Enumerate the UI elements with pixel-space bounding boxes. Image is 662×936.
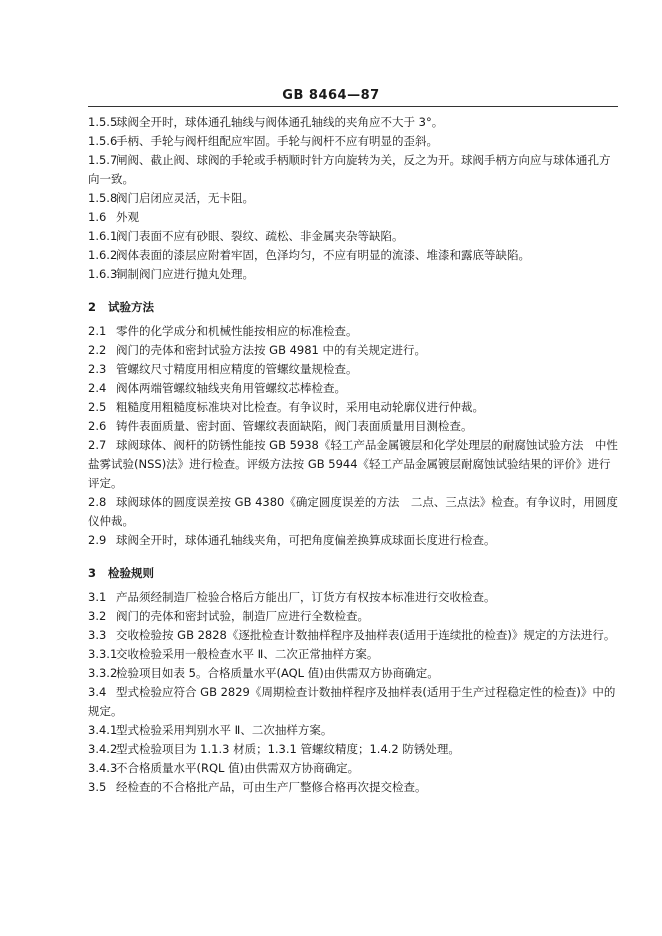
clause-3-4 bbox=[88, 683, 618, 721]
clause-text: 铸件表面质量、密封面、管螺纹表面缺陷，阀门表面质量用目测检查。 bbox=[116, 419, 473, 433]
clause-text: 球阀全开时，球体通孔轴线与阀体通孔轴线的夹角应不大于 3°。 bbox=[116, 115, 444, 129]
clause-2-1 bbox=[88, 322, 618, 341]
clause-text: 阀体两端管螺纹轴线夹角用管螺纹芯棒检查。 bbox=[116, 381, 346, 395]
header-divider bbox=[88, 106, 618, 107]
clause-text: 交收检验按 GB 2828《逐批检查计数抽样程序及抽样表(适用于连续批的检查)》规定的方法进行。 bbox=[116, 628, 616, 642]
clause-text: 经检查的不合格批产品，可由生产厂整修合格再次提交检查。 bbox=[116, 780, 427, 794]
clause-2-6 bbox=[88, 417, 618, 436]
section-title: 检验规则 bbox=[108, 566, 154, 580]
clause-number: 2.8 bbox=[88, 495, 107, 509]
clause-number: 1.6.1 bbox=[88, 229, 118, 243]
clause-text: 零件的化学成分和机械性能按相应的标准检查。 bbox=[116, 324, 358, 338]
clause-number: 2.5 bbox=[88, 400, 107, 414]
clause-text: 型式检验采用判别水平 Ⅱ、二次抽样方案。 bbox=[116, 723, 333, 737]
document-body bbox=[88, 113, 618, 797]
clause-number: 2.1 bbox=[88, 324, 107, 338]
clause-text: 交收检验采用一般检查水平 Ⅱ、二次正常抽样方案。 bbox=[116, 647, 379, 661]
clause-number: 1.6 bbox=[88, 210, 107, 224]
clause-number: 2.6 bbox=[88, 419, 107, 433]
clause-text: 阀门表面不应有砂眼、裂纹、疏松、非金属夹杂等缺陷。 bbox=[116, 229, 404, 243]
clause-text: 不合格质量水平(RQL 值)由供需双方协商确定。 bbox=[116, 761, 360, 775]
clause-number: 3.1 bbox=[88, 590, 107, 604]
clause-number: 3.3.2 bbox=[88, 666, 118, 680]
clause-number: 3.3 bbox=[88, 628, 107, 642]
clause-number: 3.4 bbox=[88, 685, 107, 699]
section-heading-inspection-rules bbox=[88, 564, 618, 583]
clause-number: 2.3 bbox=[88, 362, 107, 376]
clause-text: 阀门的壳体和密封试验，制造厂应进行全数检查。 bbox=[116, 609, 369, 623]
clause-2-5 bbox=[88, 398, 618, 417]
clause-number: 2.2 bbox=[88, 343, 107, 357]
page-header-title: GB 8464—87 bbox=[282, 88, 380, 103]
clause-3-3-1 bbox=[88, 645, 618, 664]
section-number: 2 bbox=[88, 300, 97, 314]
clause-number: 3.4.2 bbox=[88, 742, 118, 756]
clause-number: 3.4.3 bbox=[88, 761, 118, 775]
clause-2-3 bbox=[88, 360, 618, 379]
clause-text: 型式检验应符合 GB 2829《周期检查计数抽样程序及抽样表(适用于生产过程稳定性的检查)》中的规定。 bbox=[88, 685, 616, 718]
clause-1-6-1 bbox=[88, 227, 618, 246]
clause-text: 闸阀、截止阀、球阀的手轮或手柄顺时针方向旋转为关，反之为开。球阀手柄方向应与球体通孔方向一致。 bbox=[88, 153, 611, 186]
clause-3-4-2 bbox=[88, 740, 618, 759]
clause-number: 3.3.1 bbox=[88, 647, 118, 661]
clause-number: 3.2 bbox=[88, 609, 107, 623]
clause-number: 1.6.3 bbox=[88, 267, 118, 281]
clause-2-2 bbox=[88, 341, 618, 360]
clause-2-8 bbox=[88, 493, 618, 531]
clause-2-4 bbox=[88, 379, 618, 398]
clause-3-5 bbox=[88, 778, 618, 797]
clause-text: 阀门的壳体和密封试验方法按 GB 4981 中的有关规定进行。 bbox=[116, 343, 427, 357]
clause-2-9 bbox=[88, 531, 618, 550]
clause-text: 手柄、手轮与阀杆组配应牢固。手轮与阀杆不应有明显的歪斜。 bbox=[116, 134, 438, 148]
clause-3-4-1 bbox=[88, 721, 618, 740]
section-heading-test-methods bbox=[88, 298, 618, 317]
clause-number: 1.5.7 bbox=[88, 153, 118, 167]
clause-text: 外观 bbox=[116, 210, 139, 224]
clause-number: 1.5.6 bbox=[88, 134, 118, 148]
clause-3-3 bbox=[88, 626, 618, 645]
clause-text: 粗糙度用粗糙度标准块对比检查。有争议时，采用电动轮廓仪进行仲裁。 bbox=[116, 400, 484, 414]
clause-number: 1.6.2 bbox=[88, 248, 118, 262]
clause-number: 1.5.5 bbox=[88, 115, 118, 129]
clause-number: 3.4.1 bbox=[88, 723, 118, 737]
clause-1-6-3 bbox=[88, 265, 618, 284]
section-number: 3 bbox=[88, 566, 97, 580]
clause-text: 产品须经制造厂检验合格后方能出厂，订货方有权按本标准进行交收检查。 bbox=[116, 590, 496, 604]
clause-number: 3.5 bbox=[88, 780, 107, 794]
clause-text: 球阀全开时，球体通孔轴线夹角，可把角度偏差换算成球面长度进行检查。 bbox=[116, 533, 496, 547]
clause-text: 型式检验项目为 1.1.3 材质；1.3.1 管螺纹精度；1.4.2 防锈处理。 bbox=[116, 742, 460, 756]
clause-3-1 bbox=[88, 588, 618, 607]
clause-text: 阀门启闭应灵活，无卡阻。 bbox=[116, 191, 254, 205]
clause-number: 2.7 bbox=[88, 438, 107, 452]
section-title: 试验方法 bbox=[108, 300, 154, 314]
clause-1-6-2 bbox=[88, 246, 618, 265]
clause-text: 球阀球体的圆度误差按 GB 4380《确定圆度误差的方法 二点、三点法》检查。有争议时，用圆度仪仲裁。 bbox=[88, 495, 618, 528]
clause-3-3-2 bbox=[88, 664, 618, 683]
clause-1-5-7 bbox=[88, 151, 618, 189]
clause-text: 球阀球体、阀杆的防锈性能按 GB 5938《轻工产品金属镀层和化学处理层的耐腐蚀试验方法 中性盐雾试验(NSS)法》进行检查。评级方法按 GB 5944《轻工产品金属镀层耐腐蚀试验结果的评价》进行评定。 bbox=[88, 438, 618, 490]
clause-1-5-6 bbox=[88, 132, 618, 151]
clause-3-4-3 bbox=[88, 759, 618, 778]
clause-number: 2.4 bbox=[88, 381, 107, 395]
clause-text: 阀体表面的漆层应附着牢固，色泽均匀，不应有明显的流漆、堆漆和露底等缺陷。 bbox=[116, 248, 530, 262]
clause-1-6 bbox=[88, 208, 618, 227]
clause-3-2 bbox=[88, 607, 618, 626]
clause-number: 1.5.8 bbox=[88, 191, 118, 205]
clause-text: 铜制阀门应进行抛丸处理。 bbox=[116, 267, 254, 281]
clause-number: 2.9 bbox=[88, 533, 107, 547]
clause-1-5-8 bbox=[88, 189, 618, 208]
clause-text: 管螺纹尺寸精度用相应精度的管螺纹量规检查。 bbox=[116, 362, 358, 376]
clause-2-7 bbox=[88, 436, 618, 493]
clause-1-5-5 bbox=[88, 113, 618, 132]
clause-text: 检验项目如表 5。合格质量水平(AQL 值)由供需双方协商确定。 bbox=[116, 666, 439, 680]
